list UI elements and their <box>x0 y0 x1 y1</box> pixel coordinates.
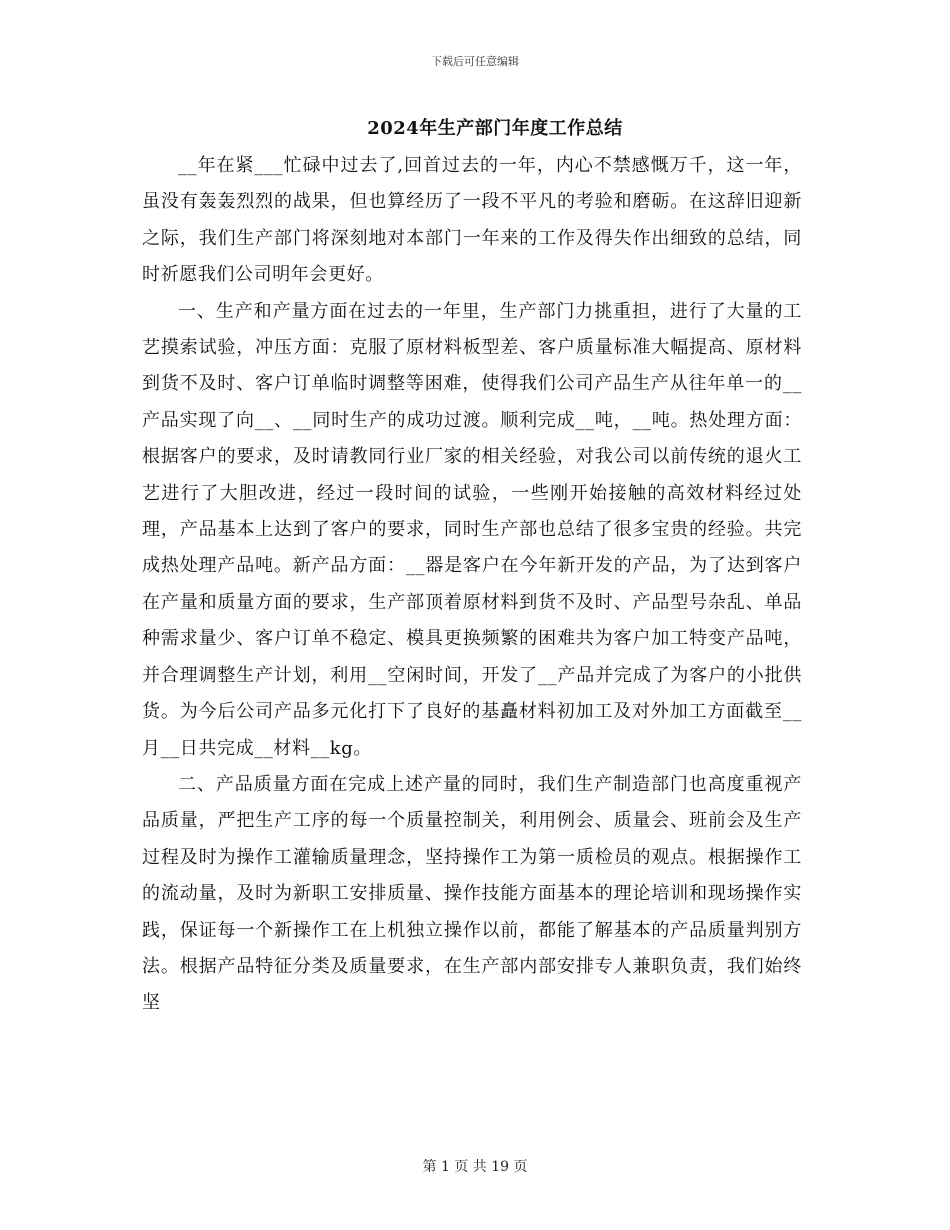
paragraph-product-quality: 二、产品质量方面在完成上述产量的同时，我们生产制造部门也高度重视产品质量，严把生产工序的每一个质量控制关，利用例会、质量会、班前会及生产过程及时为操作工灌输质量理念，坚持操作工为第一质检员的观点。根据操作工的流动量，及时为新职工安排质量、操作技能方面基本的理论培训和现场操作实践，保证每一个新操作工在上机独立操作以前，都能了解基本的产品质量判别方法。根据产品特征分类及质量要求，在生产部内部安排专人兼职负责，我们始终坚 <box>142 773 802 1014</box>
paragraph-production-output: 一、生产和产量方面在过去的一年里，生产部门力挑重担，进行了大量的工艺摸索试验，冲压方面：克服了原材料板型差、客户质量标准大幅提高、原材料到货不及时、客户订单临时调整等困难，使得我们公司产品生产从往年单一的__产品实现了向__、__同时生产的成功过渡。顺利完成__吨，__吨。热处理方面：根据客户的要求，及时请教同行业厂家的相关经验，对我公司以前传统的退火工艺进行了大胆改进，经过一段时间的试验，一些刚开始接触的高效材料经过处理，产品基本上达到了客户的要求，同时生产部也总结了很多宝贵的经验。共完成热处理产品吨。新产品方面：__器是客户在今年新开发的产品，为了达到客户在产量和质量方面的要求，生产部顶着原材料到货不及时、产品型号杂乱、单品种需求量少、客户订单不稳定、模具更换频繁的困难共为客户加工特变产品吨，并合理调整生产计划，利用__空闲时间，开发了__产品并完成了为客户的小批供货。为今后公司产品多元化打下了良好的基矗材料初加工及对外加工方面截至__月__日共完成__材料__kg。 <box>142 300 802 759</box>
page-number: 第 1 页 共 19 页 <box>422 1159 528 1175</box>
paragraph-intro: __年在紧___忙碌中过去了,回首过去的一年，内心不禁感慨万千，这一年，虽没有轰轰烈烈的战果，但也算经历了一段不平凡的考验和磨砺。在这辞旧迎新之际，我们生产部门将深刻地对本部门一年来的工作及得失作出细致的总结，同时祈愿我们公司明年会更好。 <box>142 155 802 286</box>
header-note: 下载后可任意编辑 <box>431 55 519 68</box>
document-title: 2024年生产部门年度工作总结 <box>367 118 623 139</box>
document-body <box>142 148 802 1022</box>
